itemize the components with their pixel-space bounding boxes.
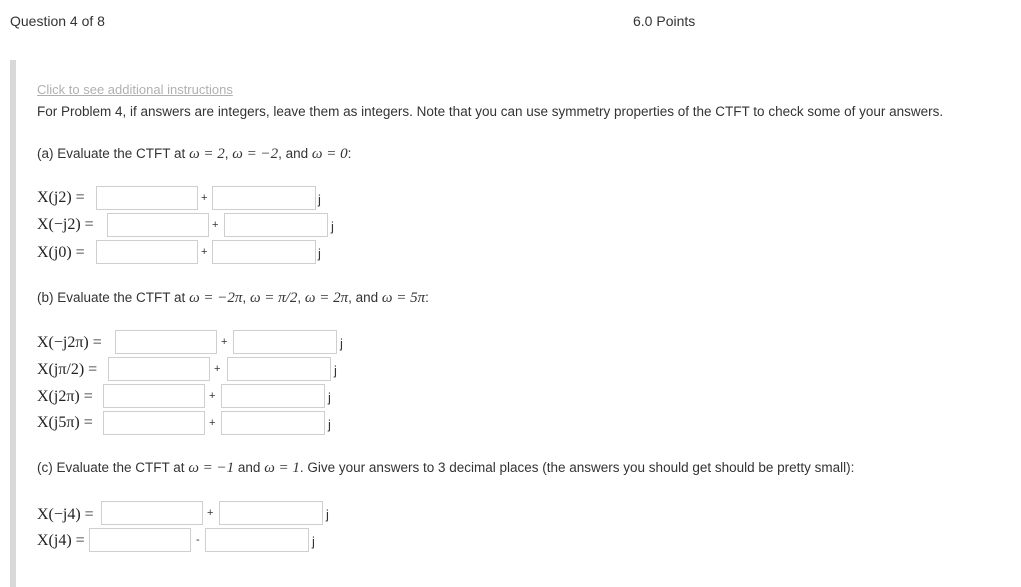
part-b-prompt — [37, 290, 429, 307]
part-a-prefix: (a) Evaluate the CTFT at — [37, 146, 190, 161]
part-b-row-2-j: j — [334, 363, 337, 378]
part-a-suffix: : — [347, 146, 352, 161]
part-b-row-2-operator: + — [214, 363, 221, 375]
part-a-row-1-label: X(j2) = — [37, 189, 85, 206]
part-c-row-1-operator: + — [207, 507, 214, 519]
part-b-row-1-real-input[interactable] — [115, 330, 217, 354]
part-a-row-2-real-input[interactable] — [107, 213, 209, 237]
part-b-row-1-j: j — [340, 336, 343, 351]
part-b-sep-3: , and — [348, 290, 382, 305]
part-c-prefix: (c) Evaluate the CTFT at — [37, 460, 189, 475]
part-a-row-2-operator: + — [212, 219, 219, 231]
part-b-row-1-operator: + — [221, 336, 228, 348]
part-b-prefix: (b) Evaluate the CTFT at — [37, 290, 190, 305]
part-b-omega-1: ω = −2π — [189, 290, 243, 306]
part-a-omega-1: ω = 2 — [189, 146, 225, 162]
part-b-omega-3: ω = 2π — [304, 290, 349, 306]
part-a-omega-3: ω = 0 — [311, 146, 348, 162]
part-b-row-3-operator: + — [209, 390, 216, 402]
part-a-row-2-imag-input[interactable] — [224, 213, 328, 237]
part-a-row-3-label: X(j0) = — [37, 244, 85, 261]
part-b-row-4-real-input[interactable] — [103, 411, 205, 435]
part-b-row-3-imag-input[interactable] — [221, 384, 325, 408]
part-a-sep-1: , — [224, 146, 233, 161]
part-a-sep-2: , and — [278, 146, 312, 161]
part-c-row-2-j: j — [312, 534, 315, 549]
part-a-row-2-label: X(−j2) = — [37, 216, 94, 233]
instructions-link[interactable]: Click to see additional instructions — [37, 82, 233, 97]
part-b-sep-2: , — [297, 290, 305, 305]
part-c-row-1-j: j — [326, 507, 329, 522]
part-c-sep-1: and — [234, 460, 265, 475]
part-c-row-2-real-input[interactable] — [89, 528, 191, 552]
part-b-row-2-imag-input[interactable] — [227, 357, 331, 381]
part-a-row-3-imag-input[interactable] — [212, 240, 316, 264]
part-b-row-2-real-input[interactable] — [108, 357, 210, 381]
part-a-row-3-real-input[interactable] — [96, 240, 198, 264]
part-a-row-1-real-input[interactable] — [96, 186, 198, 210]
part-a-row-1-operator: + — [201, 192, 208, 204]
part-b-omega-2: ω = π/2 — [249, 290, 298, 306]
part-c-row-1-real-input[interactable] — [101, 501, 203, 525]
part-b-row-3-j: j — [328, 390, 331, 405]
part-c-row-2-imag-input[interactable] — [205, 528, 309, 552]
part-b-row-1-imag-input[interactable] — [233, 330, 337, 354]
part-b-row-4-imag-input[interactable] — [221, 411, 325, 435]
question-points: 6.0 Points — [633, 13, 696, 29]
part-b-row-4-operator: + — [209, 417, 216, 429]
part-a-row-1-imag-input[interactable] — [212, 186, 316, 210]
part-c-prompt — [37, 460, 854, 477]
part-b-sep-1: , — [242, 290, 250, 305]
part-c-omega-2: ω = 1 — [264, 460, 300, 476]
part-a-row-1-j: j — [318, 192, 321, 207]
part-a-row-3-j: j — [318, 246, 321, 261]
part-a-row-2-j: j — [331, 219, 334, 234]
part-b-row-3-label: X(j2π) = — [37, 388, 93, 405]
part-c-suffix: . Give your answers to 3 decimal places (the answers you should get should be pretty small): — [299, 460, 855, 475]
part-b-row-4-j: j — [328, 417, 331, 432]
part-b-row-3-real-input[interactable] — [103, 384, 205, 408]
part-c-row-2-label: X(j4) = — [37, 532, 85, 549]
part-a-row-3-operator: + — [201, 246, 208, 258]
part-b-omega-4: ω = 5π — [381, 290, 426, 306]
question-number: Question 4 of 8 — [10, 13, 105, 29]
part-b-row-1-label: X(−j2π) = — [37, 334, 102, 351]
part-b-row-2-label: X(jπ/2) = — [37, 361, 98, 378]
part-c-omega-1: ω = −1 — [188, 460, 235, 476]
part-b-suffix: : — [425, 290, 429, 305]
part-a-omega-2: ω = −2 — [232, 146, 279, 162]
part-a-prompt — [37, 146, 351, 163]
part-b-row-4-label: X(j5π) = — [37, 414, 93, 431]
part-c-row-1-label: X(−j4) = — [37, 506, 94, 523]
problem-intro: For Problem 4, if answers are integers, leave them as integers. Note that you can use symmetry properties of the CTFT to check some of your answers. — [37, 104, 944, 119]
part-c-row-1-imag-input[interactable] — [219, 501, 323, 525]
part-c-row-2-operator: - — [196, 534, 200, 546]
